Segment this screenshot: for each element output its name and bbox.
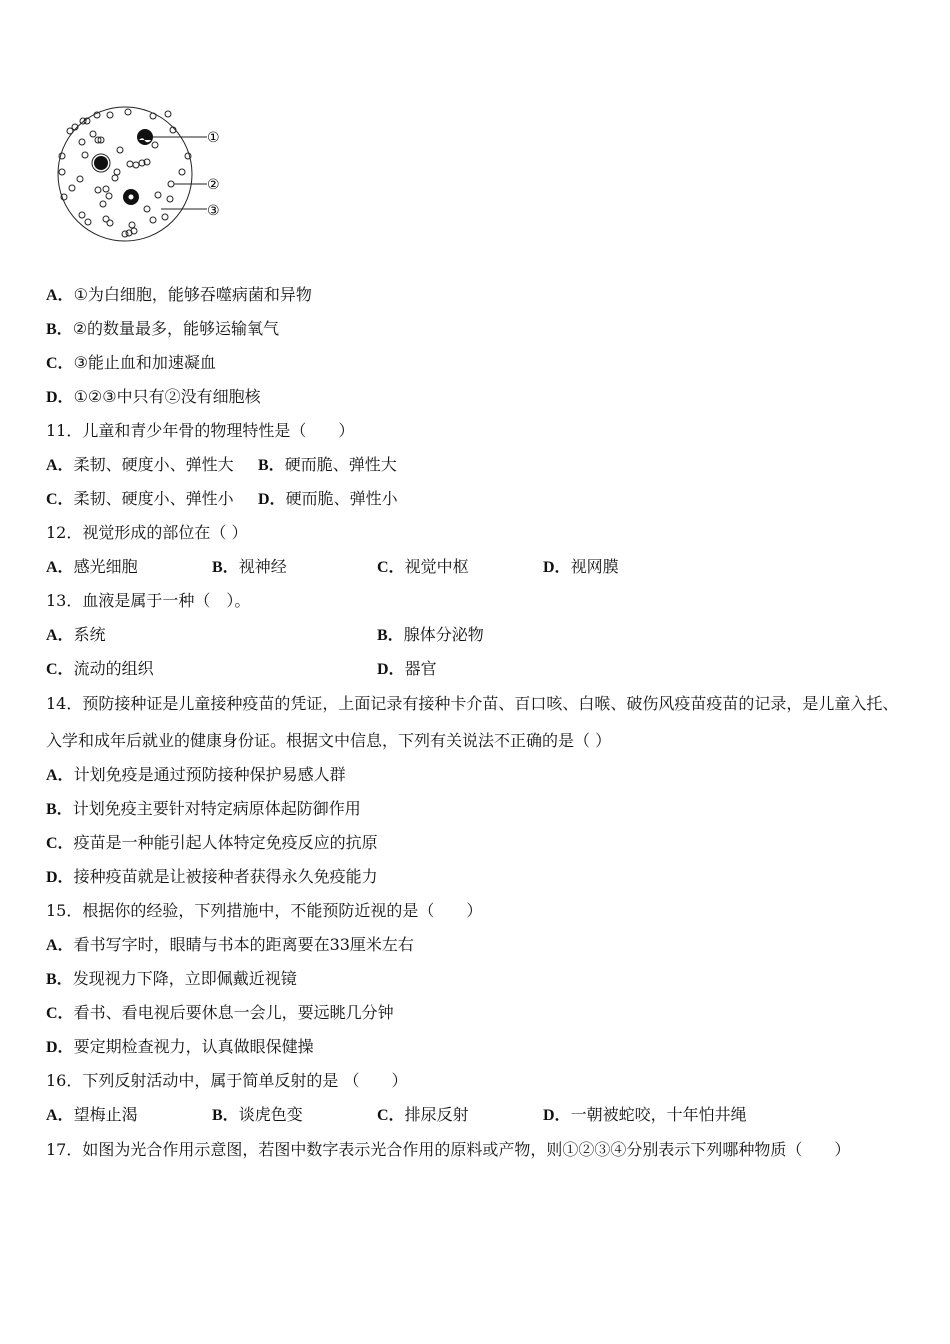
red-blood-cell (100, 201, 106, 207)
option (46, 489, 234, 510)
option-key: C． (46, 835, 74, 852)
option-text: 器官 (404, 659, 437, 678)
option (377, 625, 484, 646)
red-blood-cell (150, 113, 156, 119)
option-key: B． (212, 559, 239, 576)
option-key: D． (46, 389, 74, 406)
red-blood-cell (59, 153, 65, 159)
option-text: 看书写字时，眼睛与书本的距离要在33厘米左右 (73, 935, 414, 954)
option-key: A． (46, 559, 74, 576)
option (377, 659, 437, 680)
option-text: 一朝被蛇咬，十年怕井绳 (570, 1105, 747, 1124)
option-text: 排尿反射 (404, 1105, 469, 1124)
red-blood-cell (179, 169, 185, 175)
red-blood-cell (107, 112, 113, 118)
option (46, 659, 154, 680)
red-blood-cell (167, 196, 173, 202)
option-key: C． (46, 661, 74, 678)
option (543, 1105, 747, 1126)
option (46, 1037, 314, 1058)
option-key: D． (377, 661, 405, 678)
option (46, 1003, 394, 1024)
option-text: 计划免疫主要针对特定病原体起防御作用 (72, 799, 361, 818)
red-blood-cell (150, 217, 156, 223)
option-key: A． (46, 767, 74, 784)
red-blood-cell (79, 139, 85, 145)
option-key: B． (212, 1107, 239, 1124)
option-key: A． (46, 937, 74, 954)
option-text: 柔韧、硬度小、弹性大 (73, 455, 234, 474)
option-text: ③能止血和加速凝血 (73, 353, 216, 372)
red-blood-cell (127, 161, 133, 167)
option (46, 935, 414, 956)
option-key: B． (46, 971, 73, 988)
red-blood-cell (168, 181, 174, 187)
option-text: 接种疫苗就是让被接种者获得永久免疫能力 (73, 867, 378, 886)
red-blood-cell (106, 193, 112, 199)
question-stem: 入学和成年后就业的健康身份证。根据文中信息，下列有关说法不正确的是（ ） (46, 731, 612, 750)
option-text: 谈虎色变 (238, 1105, 303, 1124)
option-text: 发现视力下降，立即佩戴近视镜 (72, 969, 297, 988)
white-blood-cell-1 (137, 129, 153, 145)
label-3: ③ (207, 203, 220, 219)
question-stem: 14．预防接种证是儿童接种疫苗的凭证，上面记录有接种卡介苗、百口咳、白喉、破伤风疫苗疫苗的记录，是儿童入托、 (46, 694, 899, 713)
option-key: D． (543, 559, 571, 576)
option (46, 833, 378, 854)
red-blood-cell (77, 176, 83, 182)
option-text: ①②③中只有②没有细胞核 (73, 387, 261, 406)
option (377, 1105, 469, 1126)
question-stem: 15．根据你的经验，下列措施中，不能预防近视的是（ ） (46, 901, 483, 920)
option-key: D． (543, 1107, 571, 1124)
option-text: ①为白细胞，能够吞噬病菌和异物 (73, 285, 312, 304)
option-key: A． (46, 457, 74, 474)
option-text: 硬而脆、弹性小 (285, 489, 398, 508)
red-blood-cell (79, 212, 85, 218)
red-blood-cell (69, 185, 75, 191)
option-key: D． (258, 491, 286, 508)
red-blood-cell (95, 187, 101, 193)
option-key: A． (46, 627, 74, 644)
red-blood-cell (114, 169, 120, 175)
red-blood-cell (107, 220, 113, 226)
question-stem: 16．下列反射活动中，属于简单反射的是 （ ） (46, 1071, 408, 1090)
option (258, 455, 397, 476)
option-text: 腺体分泌物 (403, 625, 484, 644)
option-key: C． (46, 355, 74, 372)
option (46, 387, 261, 408)
red-blood-cell (162, 214, 168, 220)
red-blood-cell (122, 231, 128, 237)
option-text: 要定期检查视力，认真做眼保健操 (73, 1037, 314, 1056)
option (377, 557, 469, 578)
red-blood-cell (125, 109, 131, 115)
red-blood-cell (165, 111, 171, 117)
option (46, 625, 106, 646)
question-stem: 11．儿童和青少年骨的物理特性是（ ） (46, 421, 355, 440)
option-text: 系统 (73, 625, 106, 644)
question-stem: 12．视觉形成的部位在（ ） (46, 523, 248, 542)
option (212, 1105, 303, 1126)
red-blood-cell (59, 169, 65, 175)
question-stem: 13．血液是属于一种（ ）。 (46, 591, 251, 610)
option-text: ②的数量最多，能够运输氧气 (72, 319, 280, 338)
red-blood-cell (129, 222, 135, 228)
option (46, 557, 138, 578)
option-text: 计划免疫是通过预防接种保护易感人群 (73, 765, 346, 784)
option-text: 看书、看电视后要休息一会儿，要远眺几分钟 (73, 1003, 394, 1022)
label-1: ① (207, 130, 220, 146)
option-key: D． (46, 869, 74, 886)
option (46, 765, 346, 786)
red-blood-cell (112, 175, 118, 181)
option (46, 353, 216, 374)
option (46, 285, 312, 306)
option-key: C． (377, 559, 405, 576)
red-blood-cell (117, 147, 123, 153)
option-key: B． (46, 321, 73, 338)
option (46, 799, 361, 820)
option (46, 319, 279, 340)
option-text: 视神经 (238, 557, 287, 576)
option-key: B． (258, 457, 285, 474)
option-key: D． (46, 1039, 74, 1056)
option-text: 视网膜 (570, 557, 619, 576)
option-text: 柔韧、硬度小、弹性小 (73, 489, 234, 508)
red-blood-cell (152, 142, 158, 148)
red-blood-cell (90, 131, 96, 137)
option-key: C． (46, 491, 74, 508)
red-blood-cell (82, 152, 88, 158)
option-text: 望梅止渴 (73, 1105, 138, 1124)
option (543, 557, 619, 578)
red-blood-cell (144, 206, 150, 212)
option-text: 流动的组织 (73, 659, 154, 678)
option (46, 455, 234, 476)
option (258, 489, 398, 510)
label-2: ② (207, 177, 220, 193)
option-key: A． (46, 287, 74, 304)
option-text: 疫苗是一种能引起人体特定免疫反应的抗原 (73, 833, 378, 852)
blood-smear-figure (50, 100, 230, 250)
option-key: B． (46, 801, 73, 818)
question-stem: 17．如图为光合作用示意图，若图中数字表示光合作用的原料或产物，则①②③④分别表示下列哪种物质（ ） (46, 1140, 851, 1159)
option-text: 感光细胞 (73, 557, 138, 576)
red-blood-cell (103, 186, 109, 192)
option-text: 硬而脆、弹性大 (284, 455, 397, 474)
option-key: B． (377, 627, 404, 644)
option (46, 969, 297, 990)
red-blood-cell (185, 153, 191, 159)
option (46, 1105, 138, 1126)
red-blood-cell (133, 162, 139, 168)
option (46, 867, 378, 888)
option-key: A． (46, 1107, 74, 1124)
red-blood-cell (85, 219, 91, 225)
red-blood-cell (155, 192, 161, 198)
option-text: 视觉中枢 (404, 557, 469, 576)
option (212, 557, 287, 578)
red-blood-cell (131, 228, 137, 234)
option-key: C． (377, 1107, 405, 1124)
option-key: C． (46, 1005, 74, 1022)
